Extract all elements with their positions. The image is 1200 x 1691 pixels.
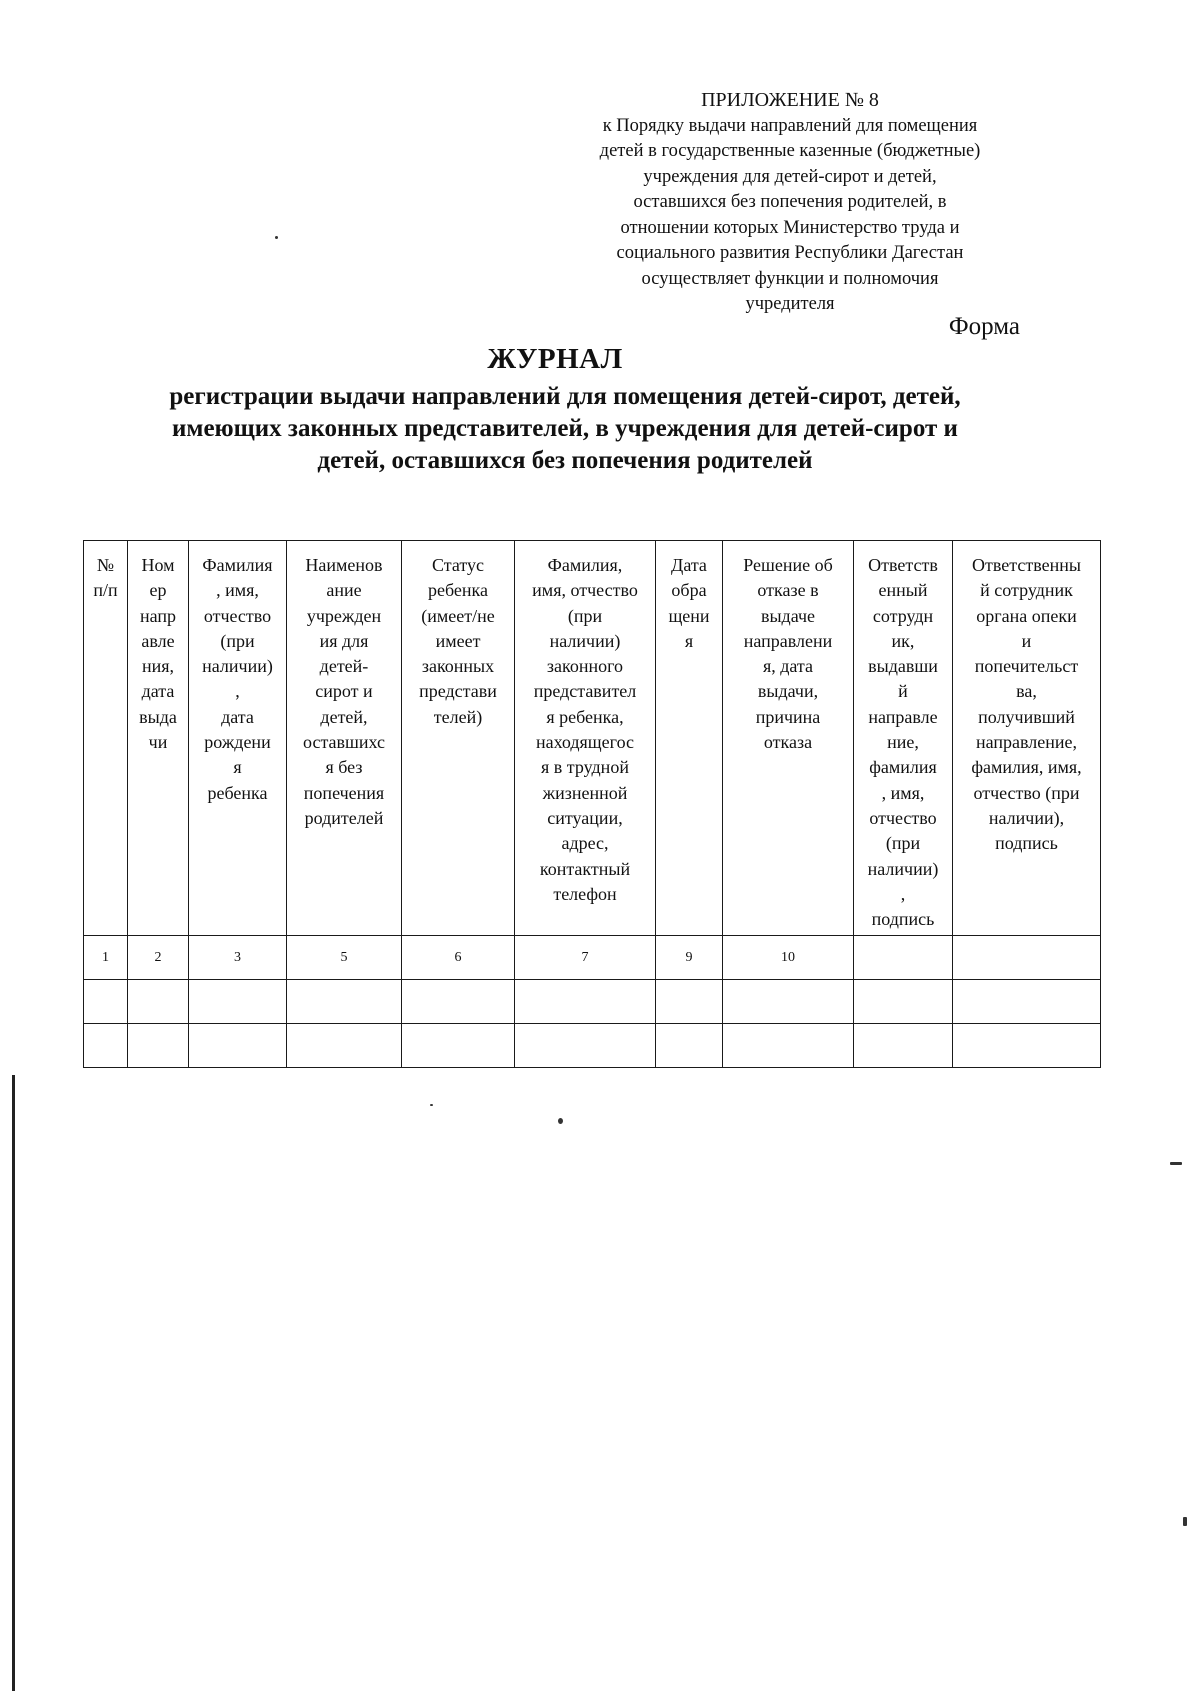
scan-speck bbox=[430, 1104, 433, 1106]
column-number-cell: 6 bbox=[402, 936, 515, 980]
column-header: Фамилия , имя, отчество (при наличии) , дата рождени я ребенка bbox=[189, 541, 287, 936]
scan-speck bbox=[558, 1118, 563, 1124]
table-row bbox=[84, 980, 1101, 1024]
column-header: Ответств енный сотрудн ик, выдавши й направле ние, фамилия , имя, отчество (при наличии) , подпись bbox=[854, 541, 953, 936]
annex-title: ПРИЛОЖЕНИЕ № 8 bbox=[701, 89, 879, 111]
empty-cell bbox=[515, 980, 656, 1024]
journal-subtitle bbox=[100, 381, 1030, 477]
column-header: № п/п bbox=[84, 541, 128, 936]
empty-cell bbox=[128, 980, 189, 1024]
column-number-cell: 9 bbox=[656, 936, 723, 980]
column-number-row bbox=[84, 936, 1101, 980]
empty-cell bbox=[854, 980, 953, 1024]
empty-cell bbox=[402, 1024, 515, 1068]
column-number-cell: 2 bbox=[128, 936, 189, 980]
table-header-row bbox=[84, 541, 1101, 936]
subtitle-line: имеющих законных представителей, в учреждения для детей-сирот и bbox=[172, 415, 958, 442]
annex-line: осуществляет функции и полномочия bbox=[641, 268, 939, 289]
empty-cell bbox=[515, 1024, 656, 1068]
column-number-cell bbox=[953, 936, 1101, 980]
empty-cell bbox=[953, 1024, 1101, 1068]
journal-table bbox=[83, 540, 1101, 1068]
empty-cell bbox=[953, 980, 1101, 1024]
table-row bbox=[84, 1024, 1101, 1068]
empty-cell bbox=[723, 1024, 854, 1068]
annex-line: учредителя bbox=[745, 294, 835, 314]
column-number-cell: 3 bbox=[189, 936, 287, 980]
annex-line: учреждения для детей-сирот и детей, bbox=[643, 166, 937, 187]
column-header: Ном ер напр авле ния, дата выда чи bbox=[128, 541, 189, 936]
empty-cell bbox=[128, 1024, 189, 1068]
annex-line: оставшихся без попечения родителей, в bbox=[633, 192, 947, 212]
column-number-cell: 7 bbox=[515, 936, 656, 980]
empty-cell bbox=[854, 1024, 953, 1068]
column-header: Ответственны й сотрудник органа опеки и попечительст ва, получивший направление, фамилия, имя, отчество (при наличии), подпись bbox=[953, 541, 1101, 936]
empty-cell bbox=[189, 1024, 287, 1068]
subtitle-line: регистрации выдачи направлений для помещения детей-сирот, детей, bbox=[169, 383, 961, 410]
column-number-cell: 10 bbox=[723, 936, 854, 980]
journal-title: ЖУРНАЛ bbox=[487, 343, 623, 375]
empty-cell bbox=[287, 1024, 402, 1068]
annex-line: к Порядку выдачи направлений для помещения bbox=[602, 115, 978, 136]
column-number-cell bbox=[854, 936, 953, 980]
subtitle-line: детей, оставшихся без попечения родителей bbox=[317, 447, 813, 474]
empty-cell bbox=[84, 980, 128, 1024]
empty-cell bbox=[656, 980, 723, 1024]
annex-line: социального развития Республики Дагестан bbox=[616, 243, 964, 263]
empty-cell bbox=[287, 980, 402, 1024]
scan-speck bbox=[1183, 1517, 1187, 1526]
empty-cell bbox=[189, 980, 287, 1024]
form-label: Форма bbox=[948, 313, 1020, 340]
empty-cell bbox=[84, 1024, 128, 1068]
scan-speck bbox=[275, 236, 278, 239]
column-header: Фамилия, имя, отчество (при наличии) законного представител я ребенка, находящегос я в трудной жизненной ситуации, адрес, контактный телефон bbox=[515, 541, 656, 936]
empty-cell bbox=[723, 980, 854, 1024]
column-header: Дата обра щени я bbox=[656, 541, 723, 936]
empty-cell bbox=[656, 1024, 723, 1068]
column-number-cell: 1 bbox=[84, 936, 128, 980]
scan-speck bbox=[1170, 1162, 1182, 1165]
column-header: Наименов ание учрежден ия для детей- сирот и детей, оставшихс я без попечения родителей bbox=[287, 541, 402, 936]
empty-cell bbox=[402, 980, 515, 1024]
column-header: Статус ребенка (имеет/не имеет законных представи телей) bbox=[402, 541, 515, 936]
column-number-cell: 5 bbox=[287, 936, 402, 980]
annex-line: отношении которых Министерство труда и bbox=[620, 217, 960, 238]
annex-line: детей в государственные казенные (бюджетные) bbox=[599, 141, 981, 161]
scan-edge-line bbox=[12, 1075, 15, 1691]
column-header: Решение об отказе в выдаче направлени я, дата выдачи, причина отказа bbox=[723, 541, 854, 936]
annex-block bbox=[540, 88, 1040, 318]
